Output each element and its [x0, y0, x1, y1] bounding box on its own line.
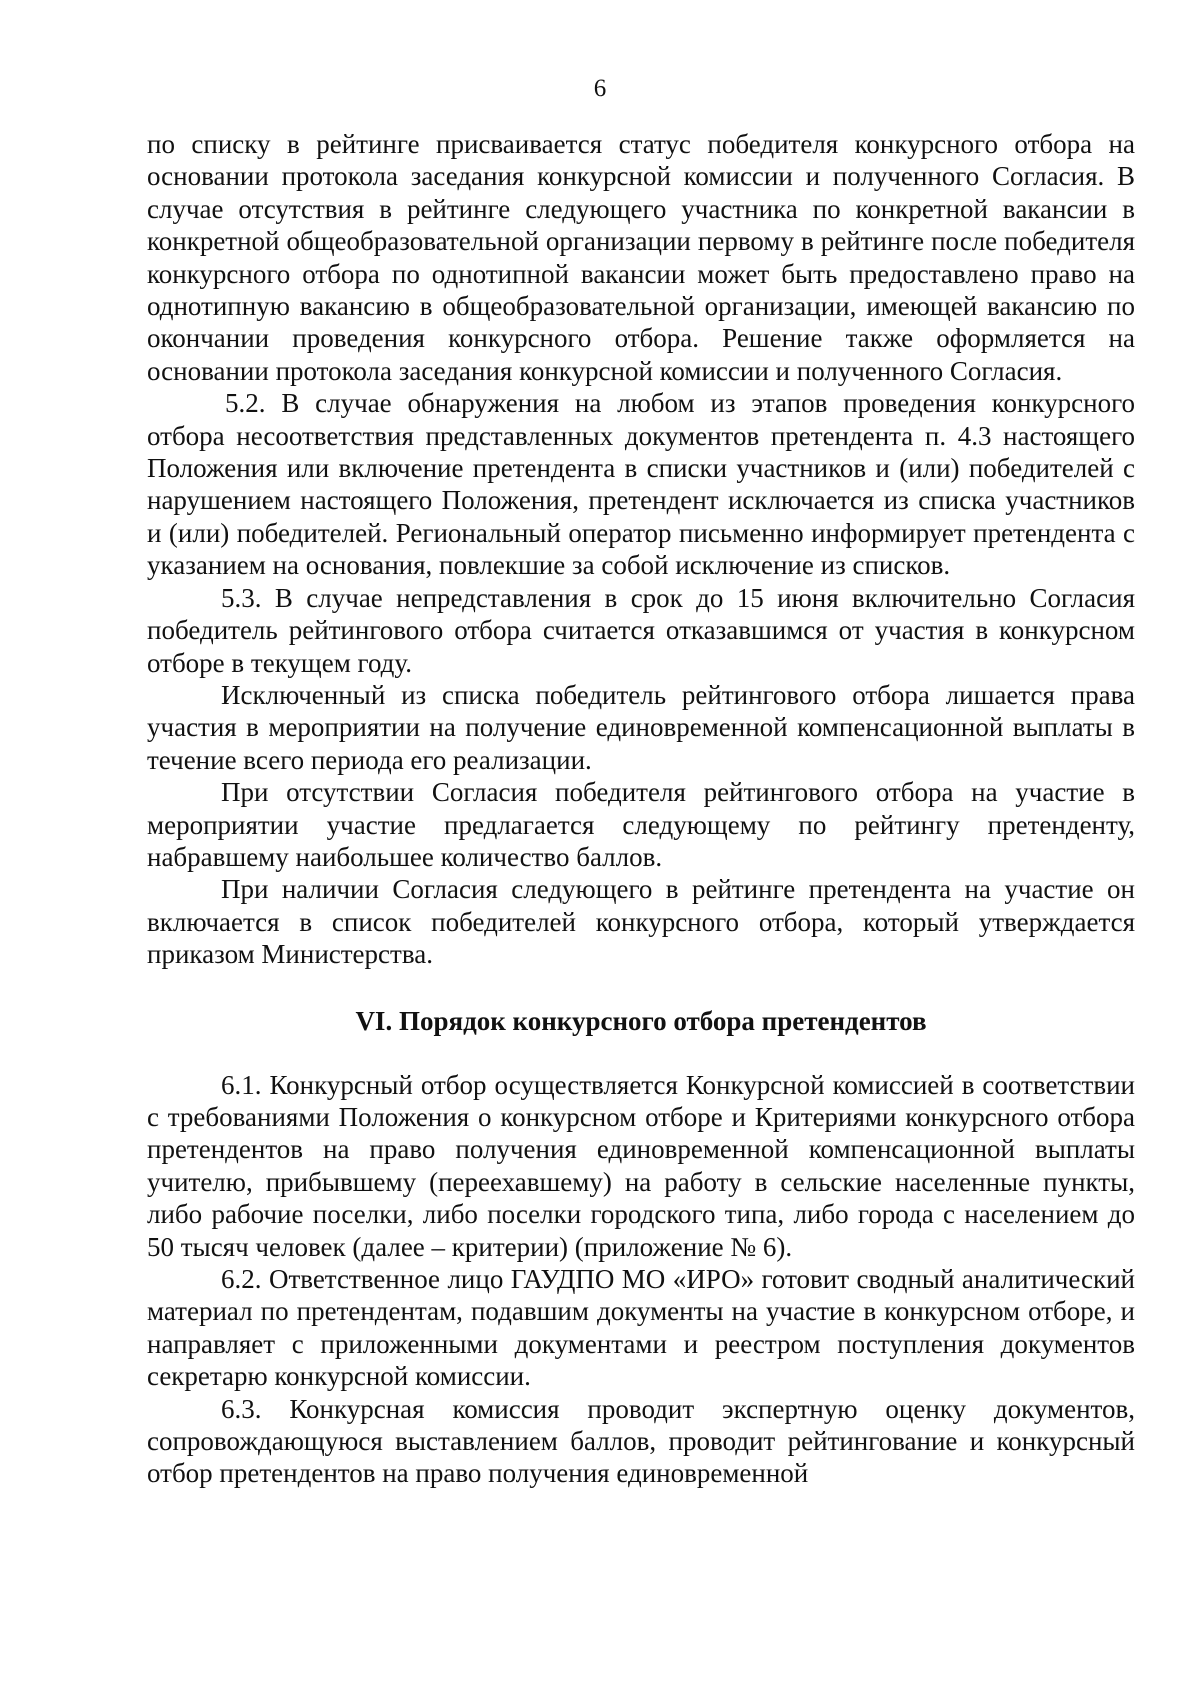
paragraph-absence-consent: При отсутствии Согласия победителя рейтингового отбора на участие в мероприятии участие предлагается следующему по рейтингу претенденту, набравшему наибольшее количество баллов.	[147, 777, 1135, 872]
paragraph-6-2: 6.2. Ответственное лицо ГАУДПО МО «ИРО» готовит сводный аналитический материал по претендентам, подавшим документы на участие в конкурсном отборе, и направляет с приложенными документами и реестром поступления документов секретарю конкурсной комиссии.	[147, 1264, 1135, 1392]
paragraph-presence-consent: При наличии Согласия следующего в рейтинге претендента на участие он включается в список победителей конкурсного отбора, который утверждается приказом Министерства.	[147, 874, 1135, 970]
paragraph-6-1: 6.1. Конкурсный отбор осуществляется Конкурсной комиссией в соответствии с требованиями Положения о конкурсном отборе и Критериями конкурсного отбора претендентов на право получения единовременной компенсационной выплаты учителю, прибывшему (переехавшему) на работу в сельские населенные пункты, либо рабочие поселки, либо поселки городского типа, либо города с населением до 50 тысяч человек (далее – критерии) (приложение № 6).	[147, 1069, 1135, 1262]
section-heading: VI. Порядок конкурсного отбора претендентов	[355, 1005, 927, 1036]
paragraph-continuation: по списку в рейтинге присваивается статус победителя конкурсного отбора на основании протокола заседания конкурсной комиссии и полученного Согласия. В случае отсутствия в рейтинге следующего участника по конкретной вакансии в конкретной общеобразовательной организации первому в рейтинге после победителя конкурсного отбора по однотипной вакансии может быть предоставлено право на однотипную вакансию в общеобразовательной организации, имеющей вакансию по окончании проведения конкурсного отбора. Решение также оформляется на основании протокола заседания конкурсной комиссии и полученного Согласия.	[147, 129, 1135, 386]
paragraph-5-2: 5.2. В случае обнаружения на любом из этапов проведения конкурсного отбора несоответствия представленных документов претендента п. 4.3 настоящего Положения или включение претендента в списки участников и (или) победителей с нарушением настоящего Положения, претендент исключается из списка участников и (или) победителей. Региональный оператор письменно информирует претендента с указанием на основания, повлекшие за собой исключение из списков.	[147, 388, 1135, 581]
paragraph-excluded-winner: Исключенный из списка победитель рейтингового отбора лишается права участия в мероприятии на получение единовременной компенсационной выплаты в течение всего периода его реализации.	[147, 679, 1135, 775]
page-number: 6	[593, 75, 607, 102]
paragraph-6-3: 6.3. Конкурсная комиссия проводит экспертную оценку документов, сопровождающуюся выставлением баллов, проводит рейтингование и конкурсный отбор претендентов на право получения единовременной	[147, 1393, 1135, 1489]
paragraph-5-3: 5.3. В случае непредставления в срок до 15 июня включительно Согласия победитель рейтингового отбора считается отказавшимся от участия в конкурсном отборе в текущем году.	[147, 582, 1135, 678]
document-body	[147, 128, 1135, 1490]
